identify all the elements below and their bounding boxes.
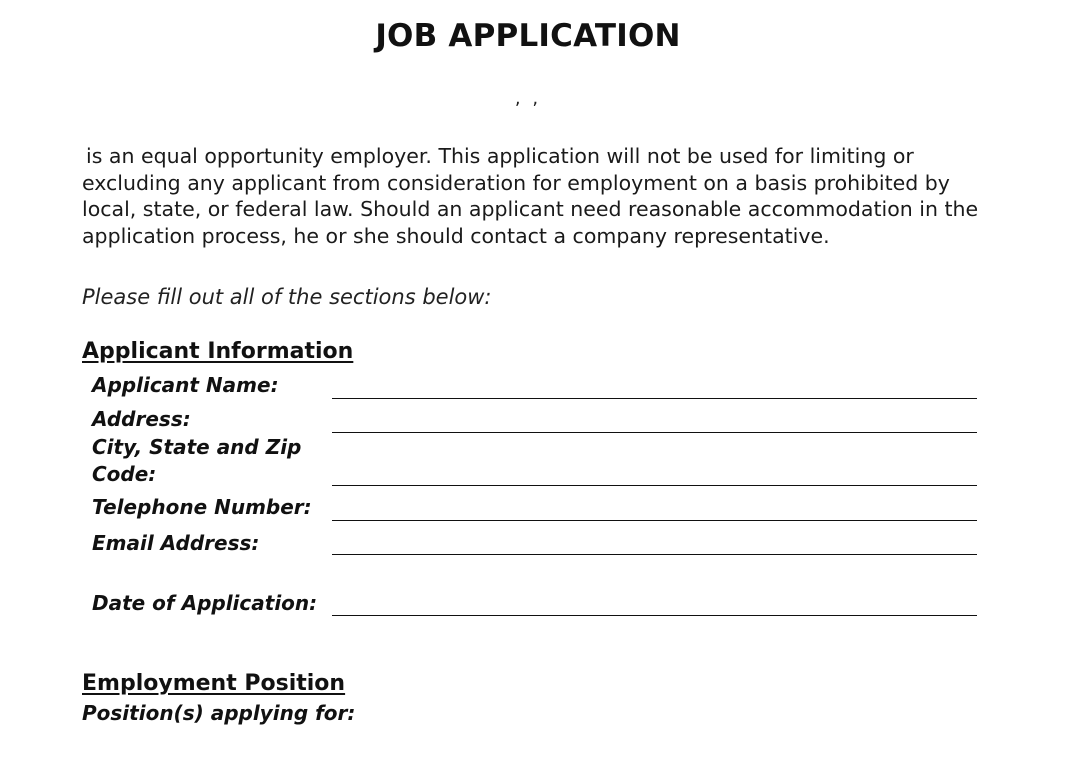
document-title: JOB APPLICATION [375, 18, 681, 54]
section-heading-employment-position: Employment Position [82, 671, 346, 696]
applicant-name-label: Applicant Name: [92, 373, 279, 397]
intro-line: is an equal opportunity employer. This application will not be used for limiting or [86, 144, 914, 168]
applicant-name-field[interactable] [332, 398, 977, 399]
email-label: Email Address: [92, 531, 260, 555]
address-field[interactable] [332, 432, 977, 433]
intro-line: excluding any applicant from consideration for employment on a basis prohibited by [82, 170, 950, 195]
telephone-field[interactable] [332, 520, 977, 521]
city-state-zip-label-line: City, State and Zip [92, 435, 302, 459]
city-state-zip-field[interactable] [332, 485, 977, 486]
intro-paragraph [82, 143, 982, 249]
intro-line: local, state, or federal law. Should an applicant need reasonable accommodation in the [82, 197, 979, 221]
instruction-text: Please fill out all of the sections below: [82, 285, 492, 309]
telephone-label: Telephone Number: [92, 495, 312, 519]
section-heading-applicant-information: Applicant Information [82, 339, 354, 364]
document-subtitle: , , [514, 88, 542, 109]
address-label: Address: [92, 407, 191, 431]
positions-applying-label: Position(s) applying for: [82, 701, 356, 725]
intro-line: application process, he or she should contact a company representative. [82, 223, 830, 248]
city-state-zip-label-line: Code: [92, 462, 157, 486]
date-of-application-field[interactable] [332, 615, 977, 616]
city-state-zip-label [92, 434, 301, 488]
date-of-application-label: Date of Application: [92, 591, 318, 615]
email-field[interactable] [332, 554, 977, 555]
